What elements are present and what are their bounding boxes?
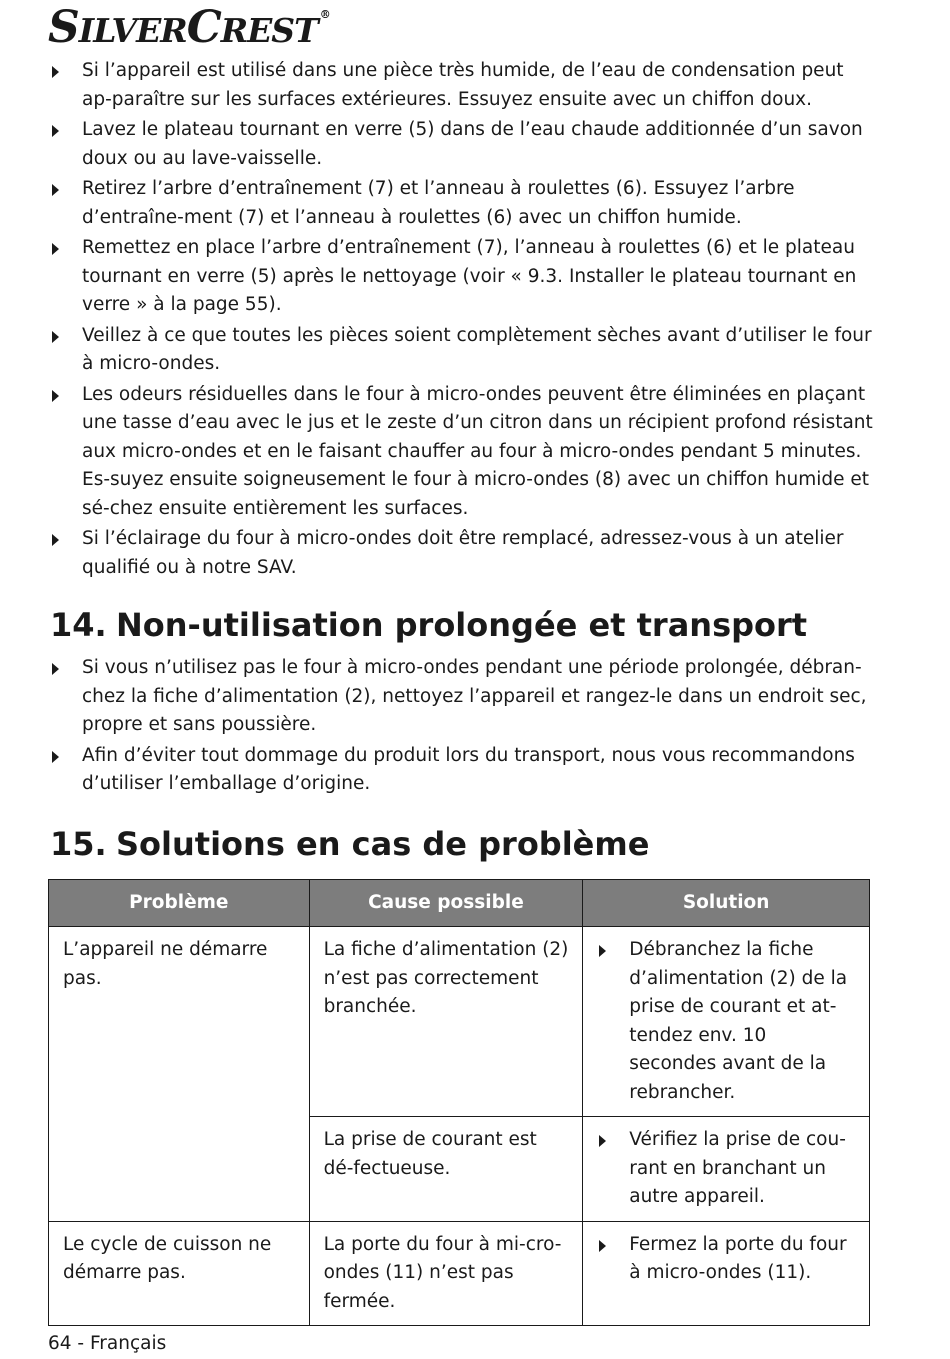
- solution-cell: Vérifiez la prise de cou-rant en branchant un autre appareil.: [583, 1117, 870, 1222]
- cause-cell: La fiche d’alimentation (2) n’est pas correctement branchée.: [309, 927, 583, 1117]
- bullet-triangle-icon: [599, 1135, 606, 1147]
- problem-cell: Le cycle de cuisson ne démarre pas.: [49, 1221, 310, 1326]
- table-header-row: [49, 880, 870, 927]
- header-cause: Cause possible: [309, 880, 583, 927]
- table-row: [49, 927, 870, 1117]
- bullet-item: Remettez en place l’arbre d’entraînement (7), l’anneau à roulettes (6) et le plateau tournant en verre (5) après le nettoyage (voir « 9.3. Installer le plateau tournant en verre » à la page 55).: [48, 234, 878, 320]
- bullet-triangle-icon: [599, 1240, 606, 1252]
- bullet-triangle-icon: [52, 125, 59, 137]
- bullet-triangle-icon: [599, 945, 606, 957]
- cause-cell: La prise de courant est dé-fectueuse.: [309, 1117, 583, 1222]
- bullet-triangle-icon: [52, 243, 59, 255]
- cleaning-bullet-list: [48, 57, 878, 582]
- bullet-triangle-icon: [52, 751, 59, 763]
- bullet-item: Veillez à ce que toutes les pièces soient complètement sèches avant d’utiliser le four à micro-ondes.: [48, 322, 878, 379]
- bullet-item: Lavez le plateau tournant en verre (5) dans de l’eau chaude additionnée d’un savon doux ou au lave-vaisselle.: [48, 116, 878, 173]
- bullet-triangle-icon: [52, 534, 59, 546]
- bullet-triangle-icon: [52, 331, 59, 343]
- section-14-heading: [50, 606, 807, 644]
- section-14-bullet-list: [48, 654, 878, 799]
- problem-cell: L’appareil ne démarre pas.: [49, 927, 310, 1222]
- header-solution: Solution: [583, 880, 870, 927]
- header-problem: Problème: [49, 880, 310, 927]
- bullet-item: Retirez l’arbre d’entraînement (7) et l’anneau à roulettes (6). Essuyez l’arbre d’entraîne-ment (7) et l’anneau à roulettes (6) avec un chiffon humide.: [48, 175, 878, 232]
- section-number: 15.: [50, 825, 107, 863]
- bullet-triangle-icon: [52, 184, 59, 196]
- section-15-heading: [50, 825, 649, 863]
- solution-cell: Débranchez la fiche d’alimentation (2) de la prise de courant et at-tendez env. 10 secondes avant de la rebrancher.: [583, 927, 870, 1117]
- table-row: [49, 1221, 870, 1326]
- bullet-triangle-icon: [52, 390, 59, 402]
- bullet-item: Si l’appareil est utilisé dans une pièce très humide, de l’eau de condensation peut ap-paraître sur les surfaces extérieures. Essuyez ensuite avec un chiffon doux.: [48, 57, 878, 114]
- solution-cell: Fermez la porte du four à micro-ondes (11).: [583, 1221, 870, 1326]
- bullet-triangle-icon: [52, 66, 59, 78]
- bullet-triangle-icon: [52, 663, 59, 675]
- troubleshooting-table: [48, 879, 870, 1326]
- page-footer: 64 - Français: [48, 1333, 167, 1354]
- bullet-item: Afin d’éviter tout dommage du produit lors du transport, nous vous recommandons d’utiliser l’emballage d’origine.: [48, 742, 878, 799]
- bullet-item: Si vous n’utilisez pas le four à micro-ondes pendant une période prolongée, débran-chez la fiche d’alimentation (2), nettoyez l’appareil et rangez-le dans un endroit sec, propre et sans poussière.: [48, 654, 878, 740]
- section-title: Non-utilisation prolongée et transport: [116, 606, 808, 644]
- bullet-item: Si l’éclairage du four à micro-ondes doit être remplacé, adressez-vous à un atelier qualifié ou à notre SAV.: [48, 525, 878, 582]
- brand-logo: SILVERCREST ®: [48, 2, 330, 53]
- section-title: Solutions en cas de problème: [116, 825, 650, 863]
- section-number: 14.: [50, 606, 107, 644]
- bullet-item: Les odeurs résiduelles dans le four à micro-ondes peuvent être éliminées en plaçant une tasse d’eau avec le jus et le zeste d’un citron dans un récipient profond résistant aux micro-ondes et en le faisant chauffer au four à micro-ondes pendant 5 minutes. Es-suyez ensuite soigneusement le four à micro-ondes (8) avec un chiffon humide et sé-chez ensuite entièrement les surfaces.: [48, 381, 878, 524]
- cause-cell: La porte du four à mi-cro-ondes (11) n’est pas fermée.: [309, 1221, 583, 1326]
